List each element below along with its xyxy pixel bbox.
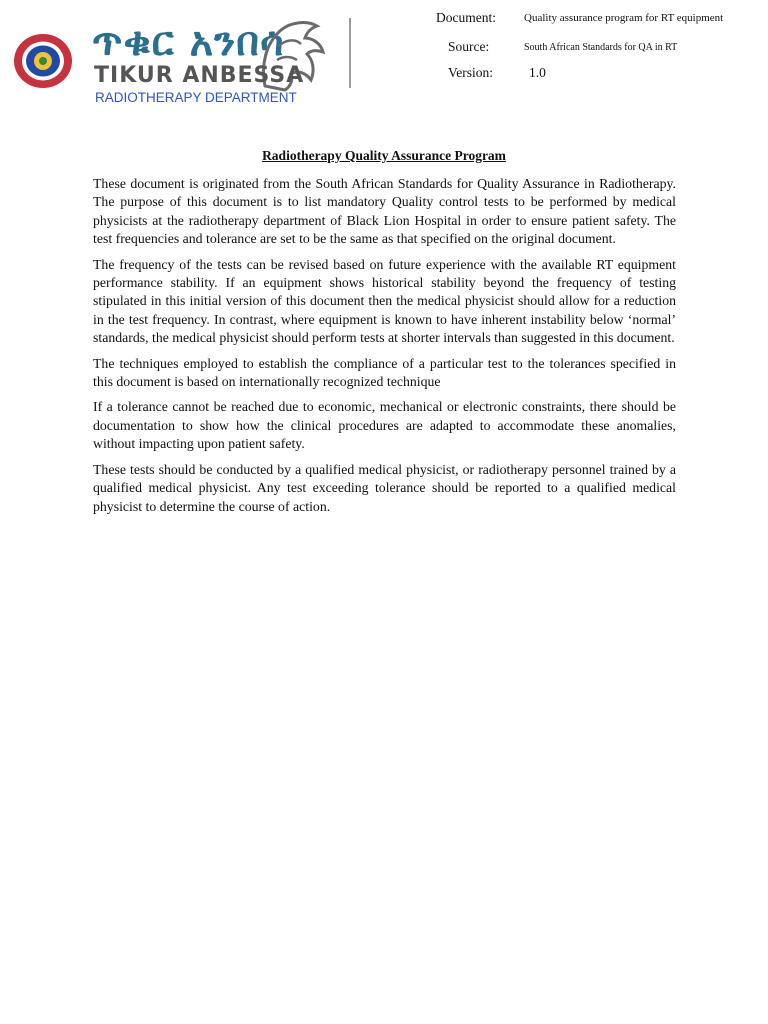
version-value: 1.0: [529, 65, 546, 80]
body-text: [93, 175, 676, 523]
department-name: RADIOTHERAPY DEPARTMENT: [95, 90, 297, 105]
header-divider: [349, 18, 351, 88]
page-title: Radiotherapy Quality Assurance Program: [262, 148, 506, 163]
version-label: Version:: [448, 65, 493, 80]
paragraph: The frequency of the tests can be revised based on future experience with the available RT equipment performance stability. If an equipment shows historical stability beyond the frequency of testing stipulated in this initial version of this document then the medical physicist should allow for a reduction in the test frequency. In contrast, where equipment is known to have inherent instability below ‘normal’ standards, the medical physicist should perform tests at shorter intervals than suggested in this document.: [93, 256, 676, 346]
paragraph: These tests should be conducted by a qualified medical physicist, or radiotherapy personnel trained by a qualified medical physicist. Any test exceeding tolerance should be reported to a qualified medical physicist to determine the course of action.: [93, 461, 676, 514]
logo-amharic-text: ጥቁር አንበሳ: [92, 19, 285, 65]
paragraph: The techniques employed to establish the compliance of a particular test to the tolerances specified in this document is based on internationally recognized technique: [93, 355, 676, 390]
document-label: Document:: [436, 10, 496, 25]
university-seal-icon: [12, 32, 74, 90]
paragraph: If a tolerance cannot be reached due to economic, mechanical or electronic constraints, there should be documentation to show how the clinical procedures are adapted to accommodate these anomalies, without impacting upon patient safety.: [93, 399, 676, 452]
source-value: South African Standards for QA in RT: [524, 42, 678, 53]
logo-latin-text: TIKUR ANBESSA: [94, 63, 305, 88]
paragraph: These document is originated from the South African Standards for Quality Assurance in Radiotherapy. The purpose of this document is to list mandatory Quality control tests to be performed by medical physicists at the radiotherapy department of Black Lion Hospital in order to ensure patient safety. The test frequencies and tolerance are set to be the same as that specified on the original document.: [93, 176, 676, 247]
source-label: Source:: [448, 39, 490, 54]
document-value: Quality assurance program for RT equipment: [524, 12, 724, 24]
document-header: [0, 0, 768, 110]
